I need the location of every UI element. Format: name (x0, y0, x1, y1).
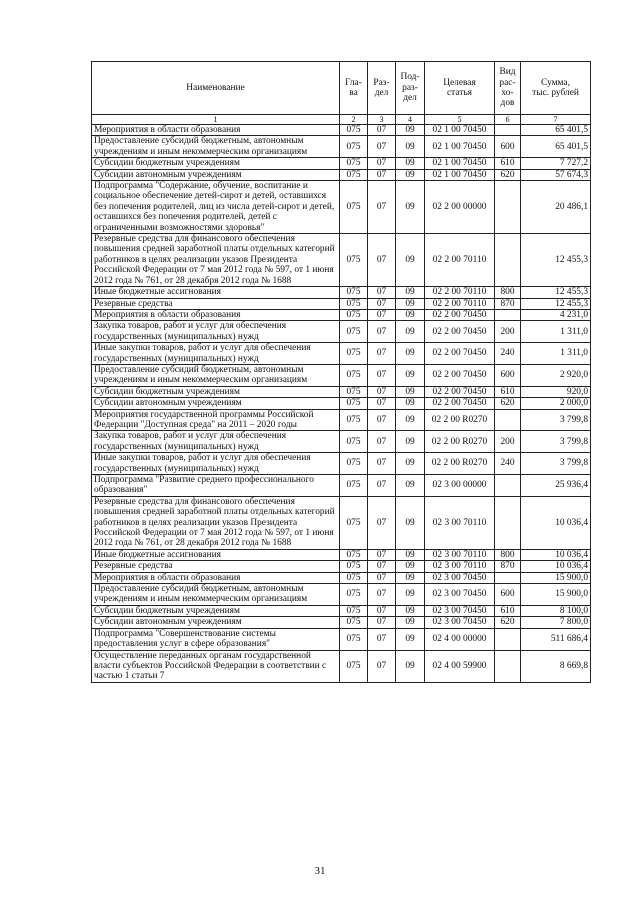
header-glava: Гла- ва (340, 62, 368, 115)
row-expense-type (495, 125, 521, 136)
row-podrazdel: 09 (396, 321, 425, 343)
row-target-article: 02 2 00 00000 (425, 181, 495, 234)
row-name: Субсидии автономным учреждениям (92, 398, 340, 409)
row-target-article: 02 1 00 70450 (425, 158, 495, 169)
table-row (92, 617, 591, 628)
row-expense-type: 620 (495, 398, 521, 409)
row-expense-type: 600 (495, 136, 521, 158)
row-razdel: 07 (368, 617, 396, 628)
row-podrazdel: 09 (396, 431, 425, 453)
row-razdel: 07 (368, 321, 396, 343)
row-target-article: 02 2 00 70110 (425, 298, 495, 309)
row-amount: 25 936,4 (521, 475, 591, 497)
row-podrazdel: 09 (396, 234, 425, 287)
row-amount: 7 727,2 (521, 158, 591, 169)
row-name: Мероприятия в области образования (92, 309, 340, 320)
row-expense-type: 800 (495, 549, 521, 560)
row-razdel: 07 (368, 136, 396, 158)
row-amount: 1 311,0 (521, 343, 591, 365)
header-podrazdel: Под- раз- дел (396, 62, 425, 115)
row-razdel: 07 (368, 298, 396, 309)
row-glava: 075 (340, 496, 368, 549)
header-razdel: Раз- дел (368, 62, 396, 115)
row-expense-type (495, 496, 521, 549)
table-row (92, 343, 591, 365)
row-glava: 075 (340, 549, 368, 560)
header-name: Наименование (92, 62, 340, 115)
row-podrazdel: 09 (396, 309, 425, 320)
row-amount: 511 686,4 (521, 628, 591, 650)
row-amount: 3 799,8 (521, 409, 591, 431)
row-glava: 075 (340, 617, 368, 628)
column-number: 2 (340, 115, 368, 125)
row-razdel: 07 (368, 605, 396, 616)
row-name: Резервные средства (92, 561, 340, 572)
row-expense-type (495, 234, 521, 287)
row-glava: 075 (340, 628, 368, 650)
column-number: 3 (368, 115, 396, 125)
row-target-article: 02 2 00 70450 (425, 343, 495, 365)
table-row (92, 650, 591, 682)
row-expense-type (495, 409, 521, 431)
row-podrazdel: 09 (396, 617, 425, 628)
row-name: Мероприятия государственной программы Российской Федерации "Доступная среда" на 2011 – 2020 годы (92, 409, 340, 431)
row-podrazdel: 09 (396, 343, 425, 365)
row-amount: 15 900,0 (521, 584, 591, 606)
row-podrazdel: 09 (396, 287, 425, 298)
row-glava: 075 (340, 409, 368, 431)
row-razdel: 07 (368, 343, 396, 365)
row-expense-type: 240 (495, 343, 521, 365)
table-row (92, 549, 591, 560)
row-target-article: 02 3 00 70110 (425, 496, 495, 549)
row-expense-type: 240 (495, 453, 521, 475)
row-expense-type (495, 309, 521, 320)
row-amount: 10 036,4 (521, 496, 591, 549)
row-glava: 075 (340, 453, 368, 475)
row-podrazdel: 09 (396, 409, 425, 431)
row-target-article: 02 2 00 70450 (425, 321, 495, 343)
row-glava: 075 (340, 561, 368, 572)
row-razdel: 07 (368, 398, 396, 409)
row-razdel: 07 (368, 409, 396, 431)
table-body (92, 125, 591, 683)
row-expense-type: 800 (495, 287, 521, 298)
row-razdel: 07 (368, 650, 396, 682)
row-glava: 075 (340, 572, 368, 583)
row-razdel: 07 (368, 169, 396, 180)
row-name: Резервные средства (92, 298, 340, 309)
row-target-article: 02 2 00 70450 (425, 364, 495, 386)
table-row (92, 628, 591, 650)
row-expense-type: 610 (495, 158, 521, 169)
column-number-row (92, 115, 591, 125)
row-razdel: 07 (368, 287, 396, 298)
row-target-article: 02 3 00 70450 (425, 617, 495, 628)
column-number: 7 (521, 115, 591, 125)
row-target-article: 02 2 00 70110 (425, 234, 495, 287)
row-amount: 4 231,0 (521, 309, 591, 320)
row-podrazdel: 09 (396, 475, 425, 497)
table-row (92, 453, 591, 475)
row-razdel: 07 (368, 431, 396, 453)
row-razdel: 07 (368, 475, 396, 497)
table-row (92, 572, 591, 583)
row-glava: 075 (340, 431, 368, 453)
row-target-article: 02 1 00 70450 (425, 125, 495, 136)
row-podrazdel: 09 (396, 561, 425, 572)
table-row (92, 287, 591, 298)
row-name: Иные закупки товаров, работ и услуг для обеспечения государственных (муниципальных) нужд (92, 343, 340, 365)
row-glava: 075 (340, 343, 368, 365)
row-podrazdel: 09 (396, 398, 425, 409)
row-amount: 12 455,3 (521, 298, 591, 309)
row-target-article: 02 3 00 00000 (425, 475, 495, 497)
row-expense-type: 610 (495, 605, 521, 616)
row-glava: 075 (340, 287, 368, 298)
row-amount: 65 401,5 (521, 136, 591, 158)
row-amount: 8 100,0 (521, 605, 591, 616)
row-amount: 2 920,0 (521, 364, 591, 386)
row-razdel: 07 (368, 496, 396, 549)
row-target-article: 02 3 00 70450 (425, 605, 495, 616)
row-podrazdel: 09 (396, 125, 425, 136)
row-razdel: 07 (368, 628, 396, 650)
table-row (92, 364, 591, 386)
row-target-article: 02 3 00 70110 (425, 549, 495, 560)
row-podrazdel: 09 (396, 169, 425, 180)
row-glava: 075 (340, 398, 368, 409)
row-amount: 3 799,8 (521, 453, 591, 475)
row-name: Подпрограмма "Содержание, обучение, воспитание и социальное обеспечение детей-сирот и детей, оставшихся без попечения родителей, лиц из числа детей-сирот и детей, оставшихся без попечения родителей, детей с ограниченными возможностями здоровья" (92, 181, 340, 234)
table-row (92, 398, 591, 409)
row-name: Субсидии бюджетным учреждениям (92, 386, 340, 397)
row-target-article: 02 2 00 R0270 (425, 409, 495, 431)
row-amount: 57 674,3 (521, 169, 591, 180)
row-target-article: 02 1 00 70450 (425, 169, 495, 180)
table-row (92, 125, 591, 136)
row-name: Мероприятия в области образования (92, 125, 340, 136)
row-name: Субсидии автономным учреждениям (92, 617, 340, 628)
row-glava: 075 (340, 125, 368, 136)
row-razdel: 07 (368, 561, 396, 572)
row-amount: 10 036,4 (521, 549, 591, 560)
row-target-article: 02 2 00 70110 (425, 287, 495, 298)
row-podrazdel: 09 (396, 453, 425, 475)
row-name: Субсидии автономным учреждениям (92, 169, 340, 180)
row-podrazdel: 09 (396, 496, 425, 549)
row-expense-type (495, 181, 521, 234)
row-expense-type: 610 (495, 386, 521, 397)
row-expense-type (495, 572, 521, 583)
row-name: Предоставление субсидий бюджетным, автономным учреждениям и иным некоммерческим организациям (92, 136, 340, 158)
row-razdel: 07 (368, 364, 396, 386)
page-number: 31 (314, 865, 326, 877)
row-expense-type: 620 (495, 169, 521, 180)
row-name: Иные бюджетные ассигнования (92, 287, 340, 298)
row-glava: 075 (340, 475, 368, 497)
row-razdel: 07 (368, 386, 396, 397)
row-amount: 10 036,4 (521, 561, 591, 572)
row-razdel: 07 (368, 549, 396, 560)
row-name: Подпрограмма "Совершенствование системы предоставления услуг в сфере образования" (92, 628, 340, 650)
row-glava: 075 (340, 169, 368, 180)
row-name: Иные закупки товаров, работ и услуг для обеспечения государственных (муниципальных) нужд (92, 453, 340, 475)
row-podrazdel: 09 (396, 572, 425, 583)
row-target-article: 02 1 00 70450 (425, 136, 495, 158)
row-podrazdel: 09 (396, 549, 425, 560)
row-razdel: 07 (368, 181, 396, 234)
row-glava: 075 (340, 298, 368, 309)
row-amount: 7 800,0 (521, 617, 591, 628)
row-expense-type (495, 475, 521, 497)
header-target: Целевая статья (425, 62, 495, 115)
row-podrazdel: 09 (396, 364, 425, 386)
budget-table (91, 61, 591, 683)
row-name: Субсидии бюджетным учреждениям (92, 158, 340, 169)
row-glava: 075 (340, 234, 368, 287)
table-row (92, 298, 591, 309)
row-name: Предоставление субсидий бюджетным, автономным учреждениям и иным некоммерческим организациям (92, 364, 340, 386)
row-glava: 075 (340, 386, 368, 397)
row-expense-type: 870 (495, 561, 521, 572)
header-sum: Сумма, тыс. рублей (521, 62, 591, 115)
row-amount: 65 401,5 (521, 125, 591, 136)
row-name: Мероприятия в области образования (92, 572, 340, 583)
row-name: Резервные средства для финансового обеспечения повышения средней заработной платы отдельных категорий работников в целях реализации указов Президента Российской Федерации от 7 мая 2012 года № 597, от 1 июня 2012 года № 761, от 28 декабря 2012 года № 1688 (92, 234, 340, 287)
row-podrazdel: 09 (396, 298, 425, 309)
table-row (92, 181, 591, 234)
row-razdel: 07 (368, 158, 396, 169)
column-number: 5 (425, 115, 495, 125)
table-row (92, 475, 591, 497)
row-razdel: 07 (368, 584, 396, 606)
row-name: Подпрограмма "Развитие среднего профессионального образования" (92, 475, 340, 497)
row-podrazdel: 09 (396, 650, 425, 682)
row-podrazdel: 09 (396, 181, 425, 234)
table-row (92, 136, 591, 158)
row-razdel: 07 (368, 234, 396, 287)
row-expense-type: 600 (495, 584, 521, 606)
row-podrazdel: 09 (396, 386, 425, 397)
row-expense-type: 620 (495, 617, 521, 628)
row-target-article: 02 4 00 59900 (425, 650, 495, 682)
row-glava: 075 (340, 136, 368, 158)
header-vid: Вид рас- хо- дов (495, 62, 521, 115)
row-name: Резервные средства для финансового обеспечения повышения средней заработной платы отдельных категорий работников в целях реализации указов Президента Российской Федерации от 7 мая 2012 года № 597, от 1 июня 2012 года № 761, от 28 декабря 2012 года № 1688 (92, 496, 340, 549)
table-row (92, 605, 591, 616)
row-amount: 8 669,8 (521, 650, 591, 682)
column-number: 1 (92, 115, 340, 125)
row-amount: 2 000,0 (521, 398, 591, 409)
row-glava: 075 (340, 650, 368, 682)
table-row (92, 431, 591, 453)
row-glava: 075 (340, 605, 368, 616)
row-razdel: 07 (368, 453, 396, 475)
row-name: Субсидии бюджетным учреждениям (92, 605, 340, 616)
row-target-article: 02 2 00 70450 (425, 398, 495, 409)
row-glava: 075 (340, 181, 368, 234)
column-number: 6 (495, 115, 521, 125)
row-podrazdel: 09 (396, 628, 425, 650)
row-amount: 1 311,0 (521, 321, 591, 343)
row-name: Закупка товаров, работ и услуг для обеспечения государственных (муниципальных) нужд (92, 321, 340, 343)
row-target-article: 02 2 00 R0270 (425, 431, 495, 453)
row-podrazdel: 09 (396, 605, 425, 616)
row-glava: 075 (340, 309, 368, 320)
row-podrazdel: 09 (396, 136, 425, 158)
table-row (92, 158, 591, 169)
row-glava: 075 (340, 584, 368, 606)
row-target-article: 02 2 00 R0270 (425, 453, 495, 475)
row-amount: 3 799,8 (521, 431, 591, 453)
row-razdel: 07 (368, 309, 396, 320)
row-target-article: 02 4 00 00000 (425, 628, 495, 650)
column-number: 4 (396, 115, 425, 125)
row-target-article: 02 2 00 70450 (425, 309, 495, 320)
row-glava: 075 (340, 321, 368, 343)
row-razdel: 07 (368, 125, 396, 136)
row-expense-type: 200 (495, 321, 521, 343)
row-target-article: 02 3 00 70450 (425, 584, 495, 606)
table-row (92, 561, 591, 572)
row-glava: 075 (340, 364, 368, 386)
row-expense-type: 870 (495, 298, 521, 309)
row-glava: 075 (340, 158, 368, 169)
table-row (92, 169, 591, 180)
row-razdel: 07 (368, 572, 396, 583)
row-amount: 12 455,3 (521, 234, 591, 287)
table-row (92, 496, 591, 549)
table-row (92, 386, 591, 397)
row-expense-type: 600 (495, 364, 521, 386)
row-expense-type (495, 650, 521, 682)
row-amount: 12 455,3 (521, 287, 591, 298)
row-podrazdel: 09 (396, 158, 425, 169)
row-amount: 20 486,1 (521, 181, 591, 234)
row-target-article: 02 3 00 70110 (425, 561, 495, 572)
row-name: Предоставление субсидий бюджетным, автономным учреждениям и иным некоммерческим организациям (92, 584, 340, 606)
row-amount: 920,0 (521, 386, 591, 397)
row-target-article: 02 3 00 70450 (425, 572, 495, 583)
table-row (92, 321, 591, 343)
row-expense-type: 200 (495, 431, 521, 453)
row-name: Осуществление переданных органам государственной власти субъектов Российской Федерации в соответствии с частью 1 статьи 7 (92, 650, 340, 682)
row-name: Закупка товаров, работ и услуг для обеспечения государственных (муниципальных) нужд (92, 431, 340, 453)
row-target-article: 02 2 00 70450 (425, 386, 495, 397)
row-expense-type (495, 628, 521, 650)
table-row (92, 309, 591, 320)
table-row (92, 409, 591, 431)
row-name: Иные бюджетные ассигнования (92, 549, 340, 560)
row-podrazdel: 09 (396, 584, 425, 606)
table-row (92, 584, 591, 606)
row-amount: 15 900,0 (521, 572, 591, 583)
table-row (92, 234, 591, 287)
